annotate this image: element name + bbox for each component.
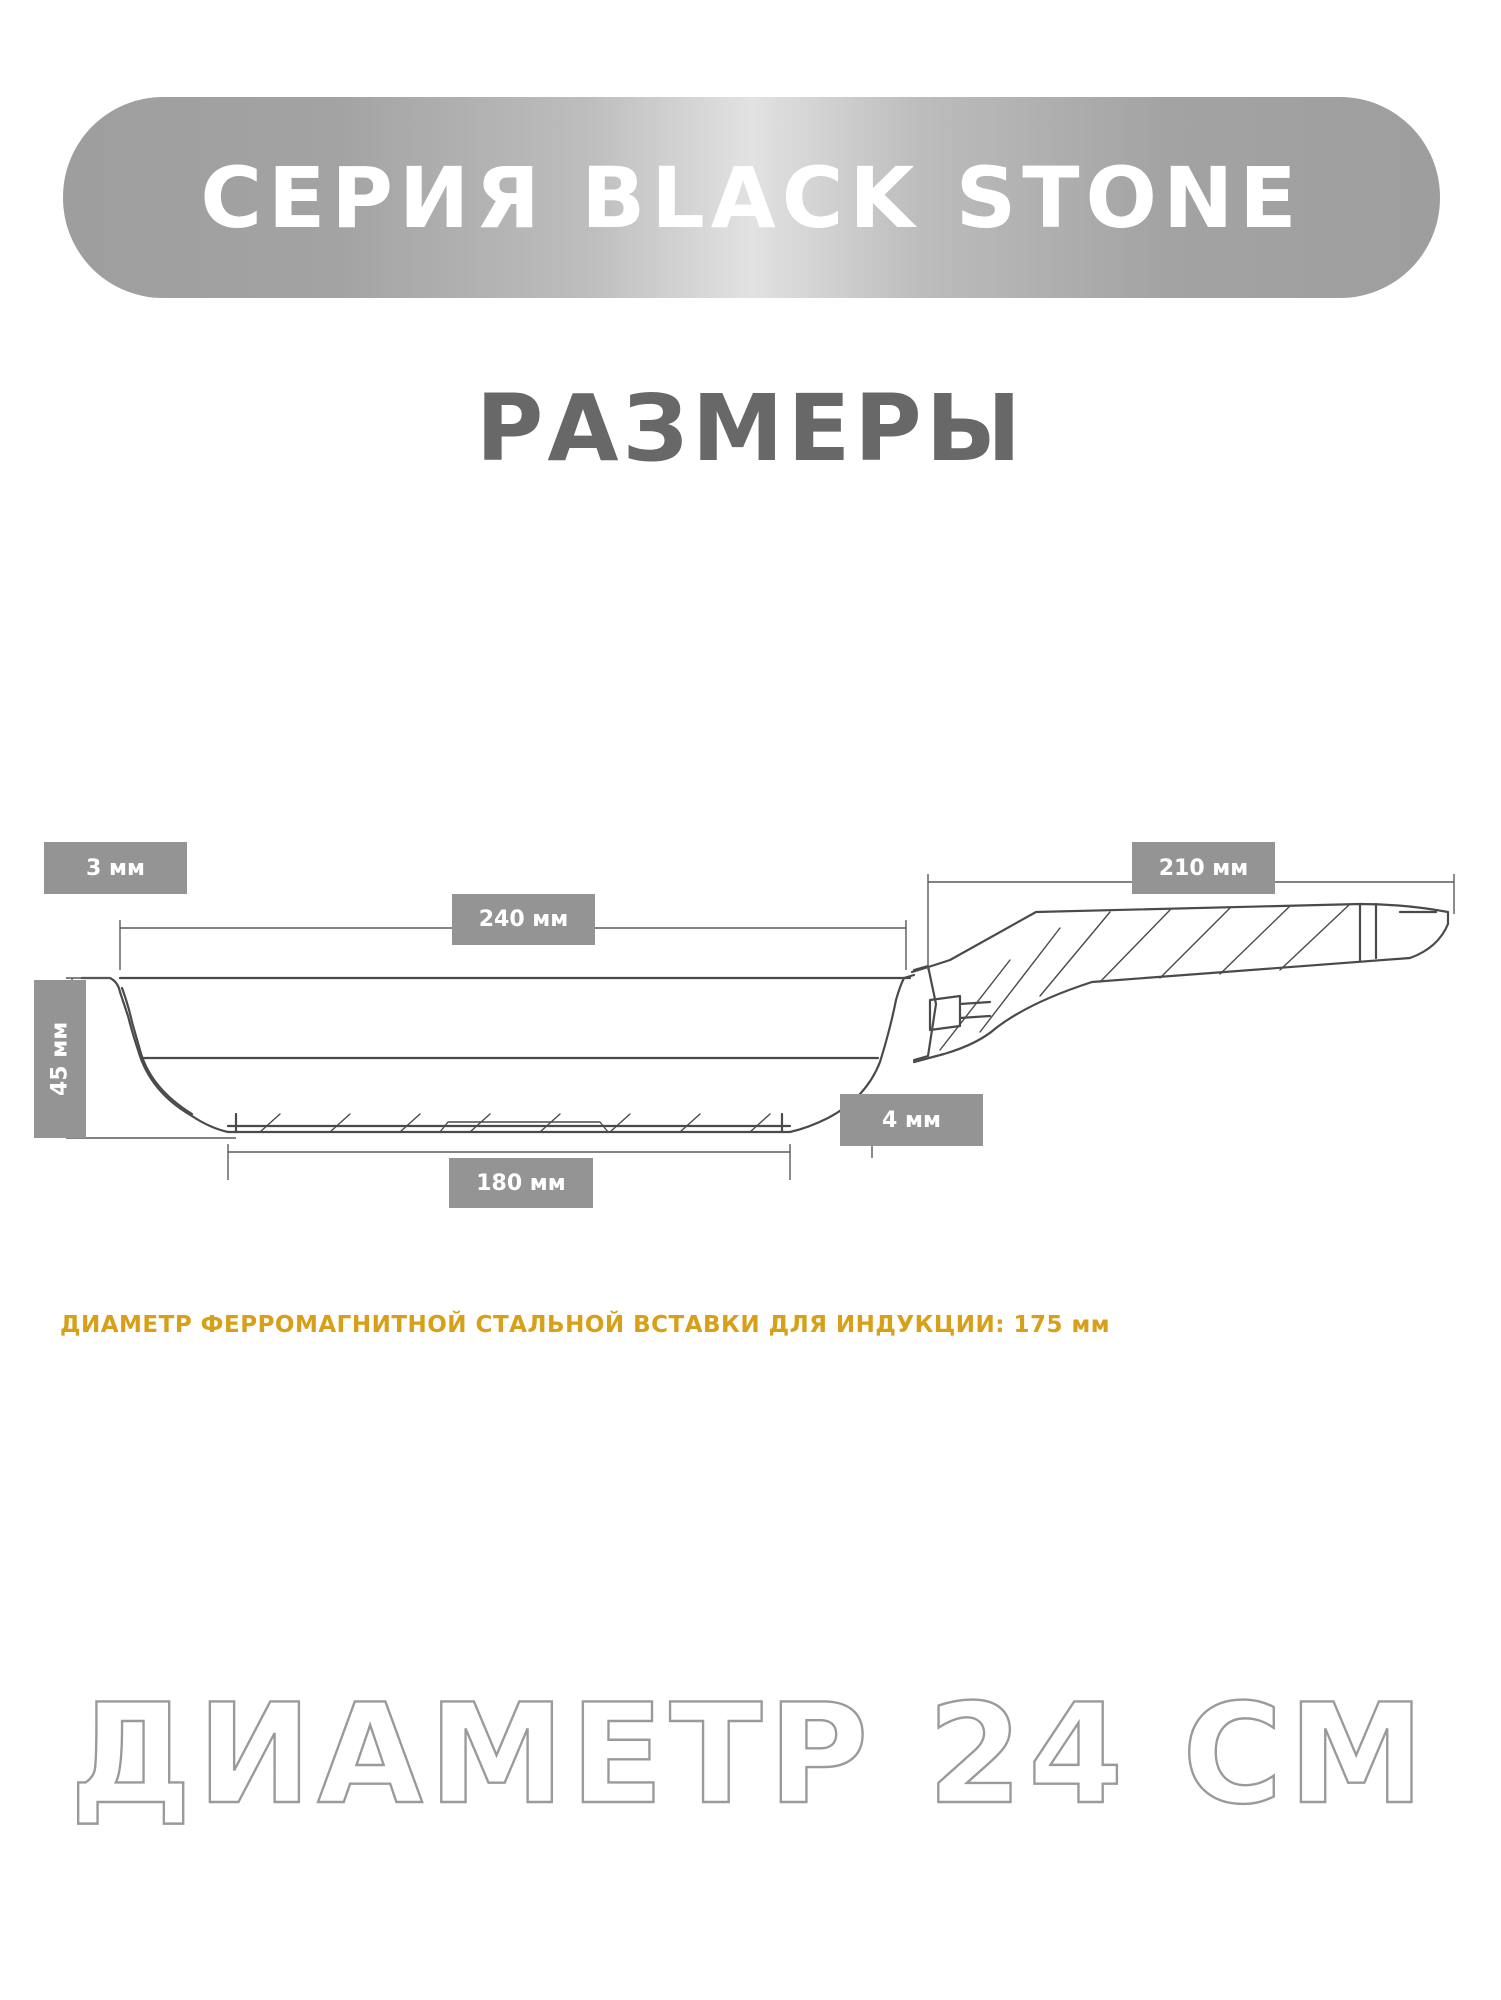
diameter-title bbox=[0, 1690, 1501, 1840]
label-handle-length: 210 мм bbox=[1132, 842, 1275, 894]
handle-joint bbox=[914, 966, 936, 1060]
induction-note: ДИАМЕТР ФЕРРОМАГНИТНОЙ СТАЛЬНОЙ ВСТАВКИ ДЛЯ ИНДУКЦИИ: 175 мм bbox=[60, 1312, 1111, 1338]
label-top-diameter: 240 мм bbox=[452, 894, 595, 945]
label-bottom-thickness: 4 мм bbox=[840, 1094, 983, 1146]
frying-pan-svg bbox=[0, 800, 1501, 1240]
handle-rivet bbox=[930, 996, 990, 1030]
pan-base-step bbox=[236, 1114, 782, 1132]
base-hatch bbox=[260, 1114, 770, 1132]
label-height: 45 мм bbox=[34, 980, 86, 1138]
label-wall-thickness: 3 мм bbox=[44, 842, 187, 894]
pan-inner-outline bbox=[122, 988, 192, 1114]
diameter-title-text: ДИАМЕТР 24 СМ bbox=[70, 1690, 1430, 1835]
label-bottom-diameter: 180 мм bbox=[449, 1158, 593, 1208]
section-title: РАЗМЕРЫ bbox=[475, 375, 1026, 482]
series-title: СЕРИЯ BLACK STONE bbox=[200, 148, 1303, 247]
pan-body-outline bbox=[82, 975, 914, 1132]
series-banner bbox=[63, 97, 1440, 298]
frying-pan-drawing bbox=[0, 800, 1501, 1240]
